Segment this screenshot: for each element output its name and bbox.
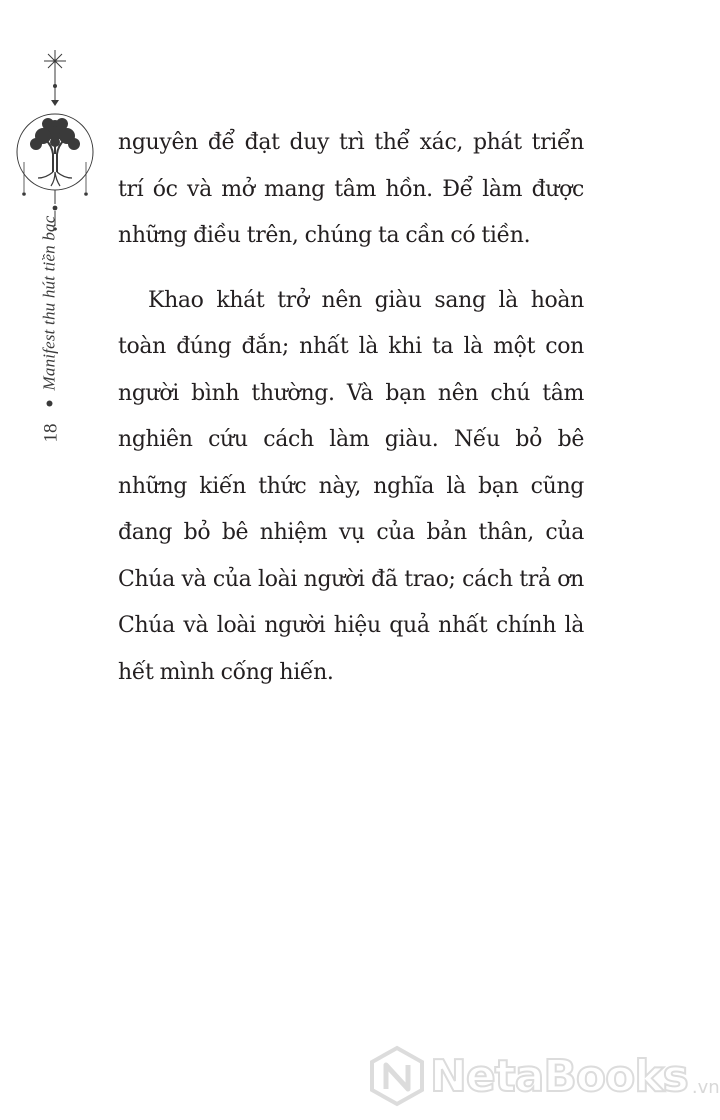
paragraph-1: nguyên để đạt duy trì thể xác, phát triển trí óc và mở mang tâm hồn. Để làm được những điều trên, chúng ta cần có tiền. xyxy=(118,130,584,248)
watermark xyxy=(368,1044,720,1108)
paragraph-2: Khao khát trở nên giàu sang là hoàn toàn đúng đắn; nhất là khi ta là một con người bình thường. Và bạn nên chú tâm nghiên cứu cách làm giàu. Nếu bỏ bê những kiến thức này, nghĩa là bạn cũng đang bỏ bê nhiệm vụ của bản thân, của Chúa và của loài người đã trao; cách trả ơn Chúa và loài người hiệu quả nhất chính là hết mình cống hiến. xyxy=(118,287,584,685)
page-number-text: 18 xyxy=(40,423,61,443)
running-title-text: Manifest thu hút tiền bạc xyxy=(39,215,59,391)
netabooks-logo-icon xyxy=(368,1045,426,1107)
page-number xyxy=(36,418,66,448)
watermark-suffix: .vn xyxy=(691,1077,720,1098)
body-text xyxy=(118,120,584,696)
running-title xyxy=(30,196,68,426)
title-dot xyxy=(46,400,52,406)
watermark-brand: NetaBooks xyxy=(430,1050,688,1102)
